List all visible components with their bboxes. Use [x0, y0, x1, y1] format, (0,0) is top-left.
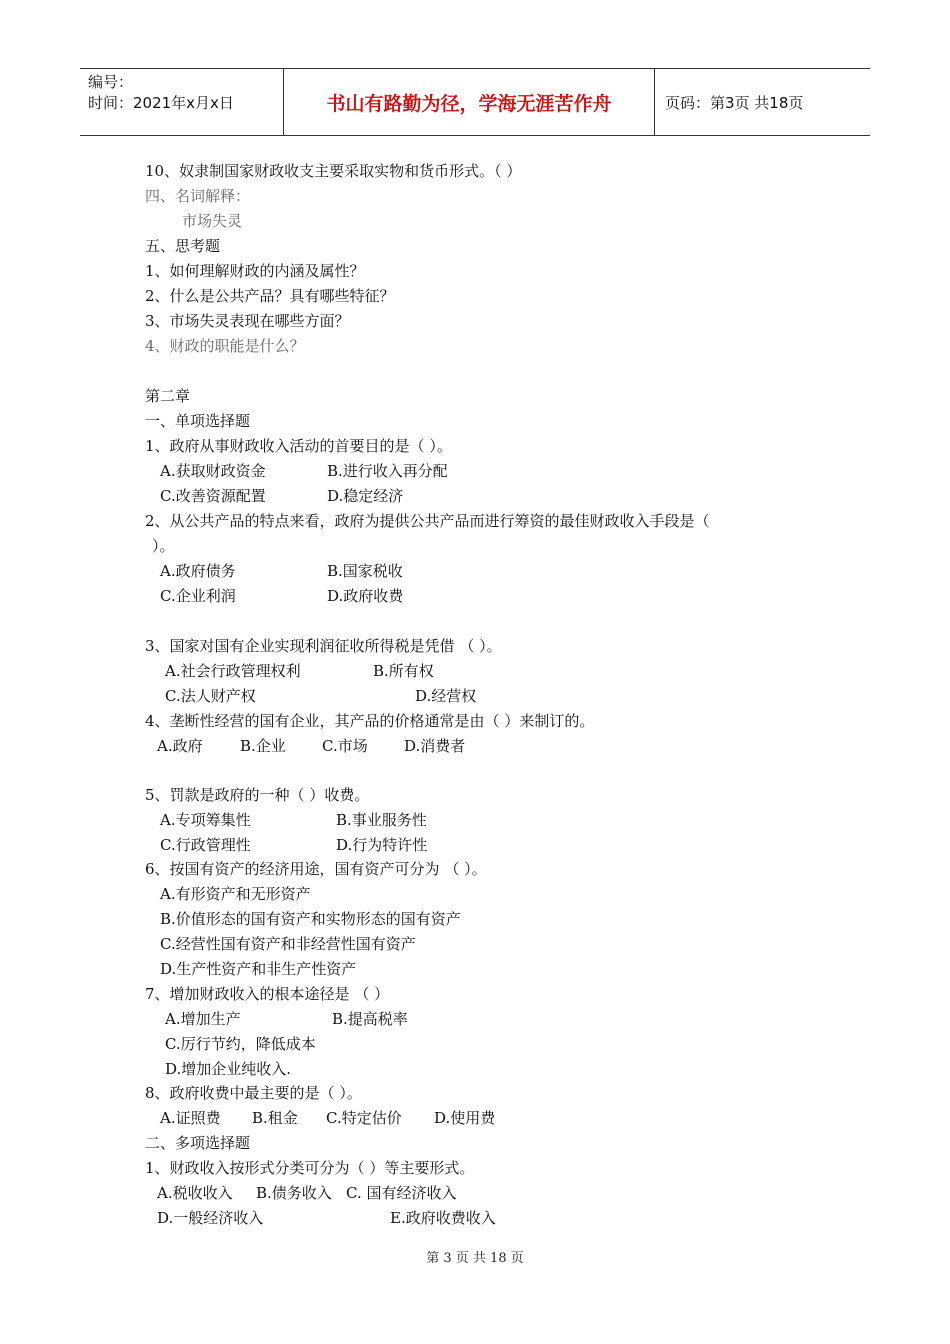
thinking-question-2: 2、什么是公共产品？具有哪些特征？ — [145, 287, 395, 305]
option-b: B.国家税收 — [327, 562, 403, 580]
question-5: 5、罚款是政府的一种（ ）收费。 — [145, 786, 370, 804]
option-d: D.增加企业纯收入. — [165, 1060, 292, 1078]
option-b: B.债务收入 — [256, 1184, 332, 1202]
option-d: D.使用费 — [434, 1109, 496, 1127]
option-a: A.增加生产 — [165, 1010, 241, 1028]
option-c: C.特定估价 — [326, 1109, 402, 1127]
option-a: A.获取财政资金 — [160, 462, 266, 480]
option-b: B.租金 — [252, 1109, 298, 1127]
question-3: 3、国家对国有企业实现利润征收所得税是凭借 （ ）。 — [145, 637, 502, 655]
option-d: D.经营权 — [415, 687, 477, 705]
option-b: B.进行收入再分配 — [327, 462, 448, 480]
question-7: 7、增加财政收入的根本途径是 （ ） — [145, 985, 390, 1003]
option-d: D.行为特许性 — [336, 836, 428, 854]
thinking-question-3: 3、市场失灵表现在哪些方面？ — [145, 312, 350, 330]
judgment-question-10: 10、奴隶制国家财政收支主要采取实物和货币形式。（ ） — [145, 162, 522, 180]
option-b: B.企业 — [240, 737, 286, 755]
option-c: C.市场 — [322, 737, 368, 755]
section-heading-terms: 四、名词解释： — [145, 187, 251, 205]
header-slogan: 书山有路勤为径，学海无涯苦作舟 — [283, 69, 655, 135]
thinking-question-1: 1、如何理解财政的内涵及属性？ — [145, 262, 365, 280]
option-c: C.厉行节约，降低成本 — [165, 1035, 316, 1053]
section-heading-multiple-choice: 二、多项选择题 — [145, 1134, 251, 1152]
option-c: C. 国有经济收入 — [346, 1184, 457, 1202]
question-8: 8、政府收费中最主要的是（ ）。 — [145, 1084, 362, 1102]
page-footer: 第 3 页 共 18 页 — [426, 1251, 524, 1266]
option-b: B.提高税率 — [332, 1010, 408, 1028]
option-a: A.政府债务 — [160, 562, 236, 580]
document-date: 时间：2021年x月x日 — [88, 94, 234, 112]
multi-question-1: 1、财政收入按形式分类可分为（ ）等主要形式。 — [145, 1159, 475, 1177]
option-c: C.企业利润 — [160, 587, 236, 605]
option-b: B.价值形态的国有资产和实物形态的国有资产 — [160, 910, 461, 928]
question-6: 6、按国有资产的经济用途，国有资产可分为 （ ）。 — [145, 860, 487, 878]
section-heading-single-choice: 一、单项选择题 — [145, 412, 251, 430]
section-heading-thinking: 五、思考题 — [145, 237, 221, 255]
option-d: D.政府收费 — [327, 587, 404, 605]
question-4: 4、垄断性经营的国有企业，其产品的价格通常是由（ ）来制订的。 — [145, 712, 595, 730]
option-a: A.社会行政管理权利 — [165, 662, 301, 680]
option-a: A.有形资产和无形资产 — [160, 885, 311, 903]
thinking-question-4: 4、财政的职能是什么？ — [145, 337, 305, 355]
question-2: 2、从公共产品的特点来看，政府为提供公共产品而进行筹资的最佳财政收入手段是（ — [145, 512, 710, 530]
option-c: C.经营性国有资产和非经营性国有资产 — [160, 935, 416, 953]
header-page-info: 页码：第3页 共18页 — [665, 93, 804, 112]
question-2-continuation: ）。 — [152, 537, 175, 555]
option-a: A.证照费 — [160, 1109, 221, 1127]
option-a: A.专项筹集性 — [160, 811, 251, 829]
document-number: 编号： — [88, 73, 134, 91]
chapter-heading: 第二章 — [145, 387, 191, 405]
option-c: C.改善资源配置 — [160, 487, 266, 505]
option-c: C.法人财产权 — [165, 687, 256, 705]
option-b: B.所有权 — [373, 662, 434, 680]
option-d: D.稳定经济 — [327, 487, 404, 505]
option-b: B.事业服务性 — [336, 811, 427, 829]
option-c: C.行政管理性 — [160, 836, 251, 854]
option-d: D.消费者 — [404, 737, 466, 755]
option-a: A.税收收入 — [157, 1184, 233, 1202]
option-a: A.政府 — [157, 737, 203, 755]
option-e: E.政府收费收入 — [390, 1209, 496, 1227]
term-item: 市场失灵 — [182, 212, 243, 230]
option-d: D.生产性资产和非生产性资产 — [160, 960, 357, 978]
question-1: 1、政府从事财政收入活动的首要目的是（ ）。 — [145, 437, 452, 455]
option-d: D.一般经济收入 — [157, 1209, 264, 1227]
